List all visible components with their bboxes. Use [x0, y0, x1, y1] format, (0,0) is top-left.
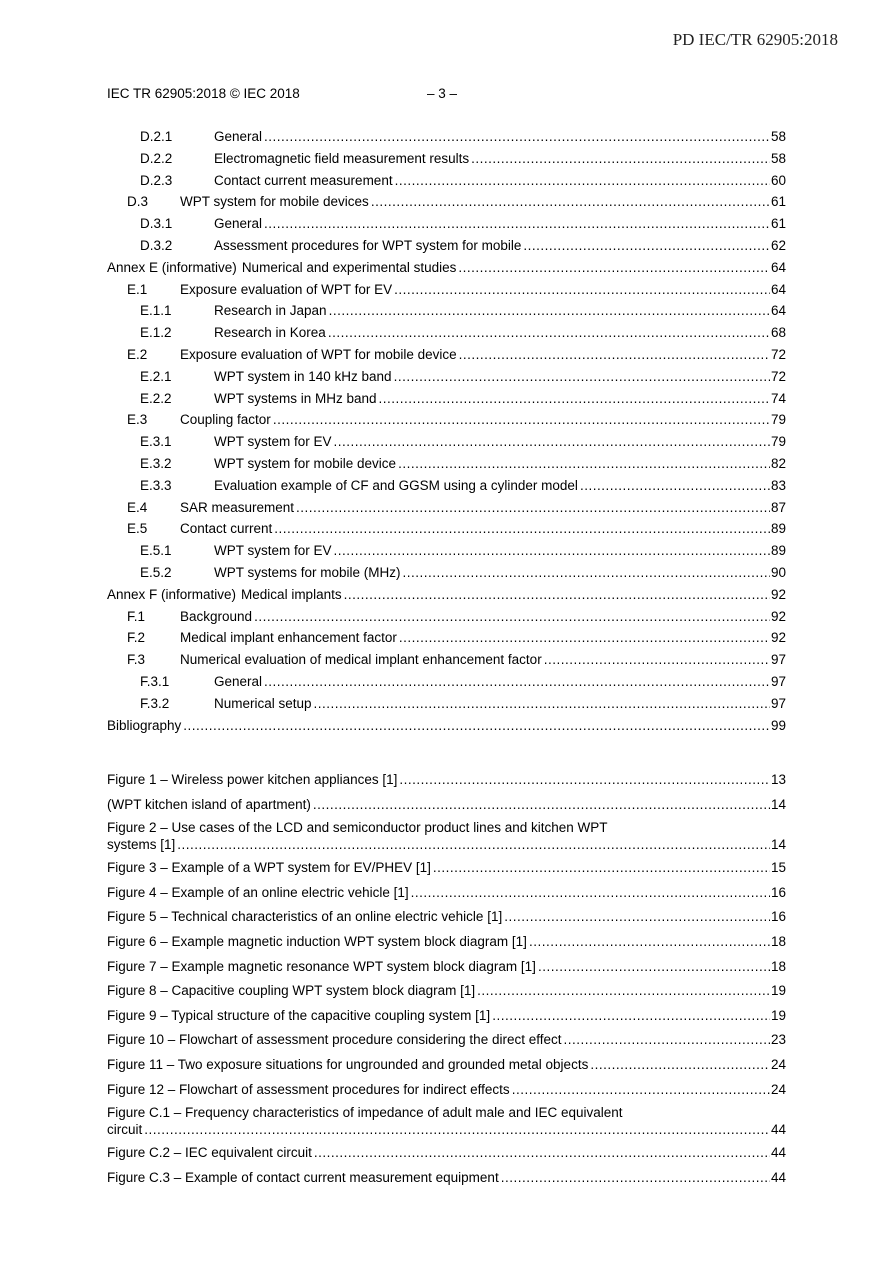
- toc-entry-number: D.3: [127, 194, 149, 210]
- toc-entry-title: Bibliography: [107, 717, 182, 733]
- toc-entry[interactable]: [107, 671, 786, 693]
- toc-entry-page: 99: [770, 717, 786, 733]
- toc-entry-title: WPT system for EV: [214, 434, 332, 450]
- toc-entry-title: Exposure evaluation of WPT for mobile device: [180, 346, 457, 362]
- toc-entry-number: Annex E (informative): [107, 259, 237, 275]
- dot-leader: [334, 431, 770, 453]
- toc-entry[interactable]: [107, 518, 786, 540]
- dot-leader: [538, 955, 770, 980]
- figure-entry-title: Figure 9 – Typical structure of the capacitive coupling system [1]: [107, 1007, 491, 1023]
- dot-leader: [544, 649, 770, 671]
- toc-entry-page: 82: [770, 455, 786, 471]
- dot-leader: [274, 518, 770, 540]
- dot-leader: [523, 235, 770, 257]
- toc-entry[interactable]: [107, 148, 786, 170]
- figure-entry-title: Figure C.3 – Example of contact current measurement equipment: [107, 1169, 499, 1185]
- toc-entry-page: 72: [770, 368, 786, 384]
- figure-entry-page: 14: [770, 837, 786, 853]
- figure-entry[interactable]: [107, 1053, 786, 1078]
- figure-entry-title: Figure 4 – Example of an online electric vehicle [1]: [107, 884, 409, 900]
- toc-entry-page: 61: [770, 194, 786, 210]
- dot-leader: [411, 881, 770, 906]
- figure-entry[interactable]: [107, 881, 786, 906]
- figure-entry-page: 19: [770, 983, 786, 999]
- figure-entry-page: 15: [770, 860, 786, 876]
- toc-entry[interactable]: [107, 431, 786, 453]
- figure-entry[interactable]: [107, 793, 786, 818]
- dot-leader: [433, 856, 770, 881]
- figure-entry-title: Figure 11 – Two exposure situations for ungrounded and grounded metal objects: [107, 1056, 589, 1072]
- toc-entry-title: Electromagnetic field measurement results: [214, 150, 470, 166]
- toc-entry[interactable]: [107, 279, 786, 301]
- figure-entry-page: 18: [770, 958, 786, 974]
- toc-entry-number: D.2.3: [140, 172, 173, 188]
- dot-leader: [296, 497, 770, 519]
- dot-leader: [564, 1028, 770, 1053]
- dot-leader: [590, 1053, 770, 1078]
- toc-entry-page: 90: [770, 564, 786, 580]
- list-of-figures: [107, 768, 786, 1190]
- toc-entry-title: WPT system for EV: [214, 543, 332, 559]
- figure-entry[interactable]: [107, 955, 786, 980]
- figure-entry-page: 23: [770, 1032, 786, 1048]
- figure-entry-page: 13: [770, 772, 786, 787]
- toc-entry[interactable]: [107, 388, 786, 410]
- toc-entry-title: Numerical evaluation of medical implant enhancement factor: [180, 652, 542, 668]
- toc-entry-number: E.1: [127, 281, 148, 297]
- dot-leader: [399, 627, 770, 649]
- toc-entry-title: Contact current: [180, 521, 273, 537]
- toc-entry-number: E.3.2: [140, 455, 172, 471]
- toc-entry[interactable]: [107, 170, 786, 192]
- toc-entry-number: E.5.1: [140, 543, 172, 559]
- toc-entry-page: 92: [770, 608, 786, 624]
- figure-entry[interactable]: [107, 1166, 786, 1191]
- dot-leader: [395, 170, 770, 192]
- figure-entry-title: Figure 6 – Example magnetic induction WPT system block diagram [1]: [107, 933, 527, 949]
- toc-entry-title: WPT system for mobile devices: [180, 194, 369, 210]
- toc-entry-number: F.2: [127, 630, 146, 646]
- toc-entry-page: 58: [770, 129, 786, 144]
- toc-entry-number: D.2.1: [140, 129, 173, 144]
- toc-entry-page: 60: [770, 172, 786, 188]
- toc-entry-title: WPT systems for mobile (MHz): [214, 564, 401, 580]
- dot-leader: [501, 1166, 770, 1191]
- toc-entry-title: General: [214, 673, 263, 689]
- figure-entry-title: Figure 12 – Flowchart of assessment procedures for indirect effects: [107, 1081, 510, 1097]
- toc-entry-page: 89: [770, 543, 786, 559]
- toc-entry-page: 89: [770, 521, 786, 537]
- figure-entry-page: 44: [770, 1169, 786, 1185]
- toc-entry[interactable]: [107, 213, 786, 235]
- figure-entry-page: 24: [770, 1081, 786, 1097]
- toc-entry-page: 68: [770, 325, 786, 341]
- dot-leader: [529, 930, 770, 955]
- toc-entry-number: D.3.1: [140, 216, 173, 232]
- figure-entry-page: 16: [770, 884, 786, 900]
- figure-entry-page: 14: [770, 796, 786, 812]
- dot-leader: [264, 213, 770, 235]
- toc-entry-title: Research in Korea: [214, 325, 326, 341]
- toc-entry[interactable]: [107, 235, 786, 257]
- figure-entry-title: Figure 8 – Capacitive coupling WPT system block diagram [1]: [107, 983, 476, 999]
- dot-leader: [334, 540, 770, 562]
- toc-entry[interactable]: [107, 191, 786, 213]
- toc-entry-page: 92: [770, 630, 786, 646]
- toc-entry-page: 87: [770, 499, 786, 515]
- toc-entry-number: F.3.2: [140, 695, 170, 711]
- toc-entry[interactable]: [107, 300, 786, 322]
- toc-entry-title: Contact current measurement: [214, 172, 393, 188]
- dot-leader: [471, 148, 770, 170]
- toc-entry-number: F.3: [127, 652, 146, 668]
- toc-entry[interactable]: [107, 257, 786, 279]
- toc-entry-page: 62: [770, 237, 786, 253]
- toc-entry-title: WPT systems in MHz band: [214, 390, 377, 406]
- figure-entry-page: 44: [770, 1145, 786, 1161]
- toc-entry-title: Numerical and experimental studies: [241, 259, 457, 275]
- figure-entry-page: 24: [770, 1056, 786, 1072]
- toc-entry-title: Medical implants: [241, 586, 342, 602]
- toc-entry[interactable]: [107, 322, 786, 344]
- toc-entry[interactable]: [107, 126, 786, 148]
- dot-leader: [314, 693, 770, 715]
- toc-entry-title: WPT system in 140 kHz band: [214, 368, 392, 384]
- dot-leader: [399, 768, 770, 793]
- toc-entry-number: E.2.2: [140, 390, 172, 406]
- figure-entry[interactable]: [107, 930, 786, 955]
- dot-leader: [394, 279, 770, 301]
- document-id: PD IEC/TR 62905:2018: [672, 30, 838, 49]
- header-copyright: IEC TR 62905:2018 © IEC 2018: [107, 86, 300, 101]
- toc-entry-number: E.3: [127, 412, 148, 428]
- figure-entry-title: Figure 3 – Example of a WPT system for EV/PHEV [1]: [107, 860, 431, 876]
- dot-leader: [458, 257, 770, 279]
- figure-entry-title: Figure 10 – Flowchart of assessment procedure considering the direct effect: [107, 1032, 562, 1048]
- toc-entry-title: Medical implant enhancement factor: [180, 630, 397, 646]
- table-of-contents: [107, 126, 786, 736]
- figure-entry-title: Figure 5 – Technical characteristics of an online electric vehicle [1]: [107, 909, 503, 925]
- toc-entry-title: Coupling factor: [180, 412, 271, 428]
- toc-entry-number: E.1.2: [140, 325, 172, 341]
- toc-entry-page: 79: [770, 434, 786, 450]
- dot-leader: [183, 715, 770, 737]
- toc-entry[interactable]: [107, 366, 786, 388]
- dot-leader: [273, 409, 770, 431]
- figure-entry[interactable]: [107, 905, 786, 930]
- toc-entry-title: General: [214, 129, 263, 144]
- toc-entry-page: 72: [770, 346, 786, 362]
- toc-entry-title: Numerical setup: [214, 695, 312, 711]
- toc-entry-number: D.2.2: [140, 150, 173, 166]
- toc-entry-page: 61: [770, 216, 786, 232]
- toc-entry-number: E.5.2: [140, 564, 172, 580]
- toc-entry[interactable]: [107, 540, 786, 562]
- toc-entry[interactable]: [107, 693, 786, 715]
- toc-entry[interactable]: [107, 715, 786, 737]
- toc-entry-title: General: [214, 216, 263, 232]
- dot-leader: [254, 606, 770, 628]
- figure-entry-page: 18: [770, 933, 786, 949]
- toc-entry[interactable]: [107, 497, 786, 519]
- toc-entry-title: SAR measurement: [180, 499, 295, 515]
- toc-entry-number: F.3.1: [140, 673, 170, 689]
- toc-entry-number: F.1: [127, 608, 146, 624]
- toc-entry-number: E.1.1: [140, 303, 172, 319]
- dot-leader: [328, 322, 770, 344]
- toc-entry-page: 64: [770, 303, 786, 319]
- toc-entry[interactable]: [107, 409, 786, 431]
- dot-leader: [314, 1141, 770, 1166]
- figure-entry[interactable]: [107, 979, 786, 1004]
- toc-entry-number: E.5: [127, 521, 148, 537]
- page-number: – 3 –: [427, 86, 458, 101]
- toc-entry-number: D.3.2: [140, 237, 173, 253]
- toc-entry-page: 74: [770, 390, 786, 406]
- toc-entry[interactable]: [107, 606, 786, 628]
- figure-entry[interactable]: [107, 1004, 786, 1029]
- toc-entry[interactable]: [107, 453, 786, 475]
- figure-entry-page: 16: [770, 909, 786, 925]
- figure-entry[interactable]: [107, 1141, 786, 1166]
- dot-leader: [264, 671, 770, 693]
- dot-leader: [264, 126, 770, 148]
- toc-entry-page: 97: [770, 673, 786, 689]
- dot-leader: [394, 366, 770, 388]
- dot-leader: [459, 344, 770, 366]
- dot-leader: [344, 584, 770, 606]
- dot-leader: [477, 979, 770, 1004]
- toc-entry-number: E.4: [127, 499, 148, 515]
- toc-entry-title: Exposure evaluation of WPT for EV: [180, 281, 393, 297]
- dot-leader: [398, 453, 770, 475]
- dot-leader: [504, 905, 770, 930]
- dot-leader: [313, 793, 770, 818]
- dot-leader: [379, 388, 770, 410]
- toc-entry-page: 97: [770, 695, 786, 711]
- dot-leader: [144, 1121, 770, 1138]
- toc-entry[interactable]: [107, 584, 786, 606]
- dot-leader: [177, 836, 770, 853]
- dot-leader: [512, 1078, 770, 1103]
- toc-entry-page: 58: [770, 150, 786, 166]
- toc-entry-page: 64: [770, 281, 786, 297]
- toc-entry[interactable]: [107, 475, 786, 497]
- page-header: [107, 86, 787, 104]
- toc-entry-title: Evaluation example of CF and GGSM using a cylinder model: [214, 477, 578, 493]
- toc-entry-number: E.2.1: [140, 368, 172, 384]
- toc-entry-number: E.3.1: [140, 434, 172, 450]
- toc-entry-page: 92: [770, 586, 786, 602]
- figure-entry-title: Figure C.1 – Frequency characteristics of impedance of adult male and IEC equivalent: [107, 1105, 623, 1121]
- toc-entry-page: 79: [770, 412, 786, 428]
- figure-entry-title: Figure C.2 – IEC equivalent circuit: [107, 1145, 312, 1161]
- figure-entry-title-continued: systems [1]: [107, 837, 176, 853]
- figure-entry-page: 44: [770, 1122, 786, 1138]
- toc-entry[interactable]: [107, 649, 786, 671]
- toc-entry-page: 83: [770, 477, 786, 493]
- dot-leader: [371, 191, 770, 213]
- toc-entry-number: E.3.3: [140, 477, 172, 493]
- figure-entry[interactable]: [107, 1028, 786, 1053]
- figure-entry[interactable]: [107, 1104, 786, 1138]
- figure-entry-title: (WPT kitchen island of apartment): [107, 796, 311, 812]
- figure-entry-title: Figure 2 – Use cases of the LCD and semiconductor product lines and kitchen WPT: [107, 820, 608, 836]
- toc-entry-page: 97: [770, 652, 786, 668]
- figure-entry[interactable]: [107, 768, 786, 793]
- figure-entry-title: Figure 7 – Example magnetic resonance WPT system block diagram [1]: [107, 958, 536, 974]
- figure-entry-title: Figure 1 – Wireless power kitchen appliances [1]: [107, 772, 398, 787]
- toc-entry-title: WPT system for mobile device: [214, 455, 397, 471]
- toc-entry[interactable]: [107, 627, 786, 649]
- toc-entry-title: Background: [180, 608, 253, 624]
- toc-entry-title: Assessment procedures for WPT system for mobile: [214, 237, 522, 253]
- figure-entry[interactable]: [107, 856, 786, 881]
- figure-entry[interactable]: [107, 1078, 786, 1103]
- toc-entry-number: E.2: [127, 346, 148, 362]
- toc-entry-number: Annex F (informative): [107, 586, 237, 602]
- toc-entry-page: 64: [770, 259, 786, 275]
- toc-entry[interactable]: [107, 344, 786, 366]
- dot-leader: [329, 300, 770, 322]
- dot-leader: [580, 475, 770, 497]
- figure-entry-title-continued: circuit: [107, 1122, 143, 1138]
- figure-entry-page: 19: [770, 1007, 786, 1023]
- toc-entry[interactable]: [107, 562, 786, 584]
- toc-entry-title: Research in Japan: [214, 303, 327, 319]
- figure-entry[interactable]: [107, 819, 786, 853]
- dot-leader: [492, 1004, 770, 1029]
- dot-leader: [403, 562, 770, 584]
